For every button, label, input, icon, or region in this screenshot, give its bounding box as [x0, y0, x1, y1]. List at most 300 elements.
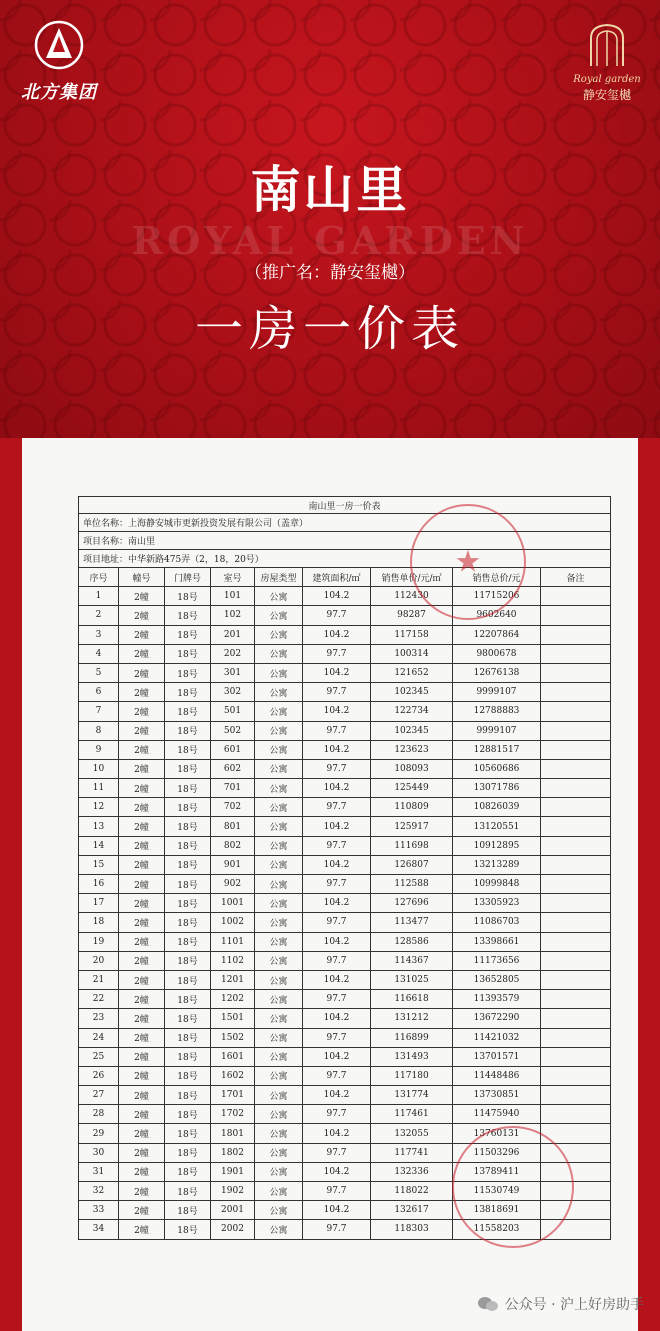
- wechat-icon: [477, 1296, 499, 1312]
- table-cell: 7: [79, 702, 119, 721]
- column-header: 序号: [79, 568, 119, 587]
- table-cell: 2幢: [119, 817, 165, 836]
- table-cell: 2幢: [119, 1028, 165, 1047]
- table-cell: 24: [79, 1028, 119, 1047]
- table-cell: 2幢: [119, 1220, 165, 1239]
- table-cell: 97.7: [303, 951, 371, 970]
- table-row: [79, 1009, 611, 1028]
- column-header: 门牌号: [165, 568, 211, 587]
- table-cell: [541, 932, 611, 951]
- table-cell: 97.7: [303, 644, 371, 663]
- table-cell: 公寓: [255, 683, 303, 702]
- table-cell: 301: [211, 663, 255, 682]
- table-cell: 17: [79, 894, 119, 913]
- table-cell: 104.2: [303, 1009, 371, 1028]
- project-name: 项目名称：南山里: [79, 532, 611, 550]
- table-cell: 11173656: [453, 951, 541, 970]
- column-header: 幢号: [119, 568, 165, 587]
- table-cell: 6: [79, 683, 119, 702]
- table-row: [79, 1143, 611, 1162]
- hero-banner: [0, 0, 660, 438]
- table-cell: 15: [79, 855, 119, 874]
- table-cell: 2幢: [119, 1066, 165, 1085]
- table-cell: 118303: [371, 1220, 453, 1239]
- table-cell: 公寓: [255, 1182, 303, 1201]
- table-cell: 18号: [165, 644, 211, 663]
- table-cell: 122734: [371, 702, 453, 721]
- table-cell: 2幢: [119, 683, 165, 702]
- unit-name: 单位名称：上海静安城市更新投资发展有限公司（盖章）: [79, 514, 611, 532]
- table-cell: 111698: [371, 836, 453, 855]
- table-cell: 12207864: [453, 625, 541, 644]
- table-cell: 18号: [165, 1105, 211, 1124]
- table-row: [79, 951, 611, 970]
- table-cell: 97.7: [303, 875, 371, 894]
- table-cell: 9800678: [453, 644, 541, 663]
- table-cell: 公寓: [255, 990, 303, 1009]
- table-row: [79, 1162, 611, 1181]
- table-cell: 18号: [165, 1086, 211, 1105]
- table-row: [79, 798, 611, 817]
- footer-text: 公众号 · 沪上好房助手: [504, 1297, 644, 1313]
- table-cell: 2幢: [119, 1047, 165, 1066]
- table-cell: 2幢: [119, 759, 165, 778]
- table-cell: 97.7: [303, 990, 371, 1009]
- table-cell: 102345: [371, 721, 453, 740]
- table-cell: [541, 1105, 611, 1124]
- table-cell: 18号: [165, 1220, 211, 1239]
- table-cell: 公寓: [255, 606, 303, 625]
- table-cell: [541, 683, 611, 702]
- table-cell: 公寓: [255, 721, 303, 740]
- column-header: 室号: [211, 568, 255, 587]
- table-cell: 13789411: [453, 1162, 541, 1181]
- table-row: [79, 606, 611, 625]
- table-cell: 602: [211, 759, 255, 778]
- table-cell: 10826039: [453, 798, 541, 817]
- table-cell: 18号: [165, 1201, 211, 1220]
- table-cell: 97.7: [303, 1105, 371, 1124]
- table-cell: 98287: [371, 606, 453, 625]
- column-header: 备注: [541, 568, 611, 587]
- table-cell: [541, 1124, 611, 1143]
- table-cell: 公寓: [255, 1201, 303, 1220]
- table-row: [79, 1066, 611, 1085]
- table-cell: 18号: [165, 1066, 211, 1085]
- table-cell: 公寓: [255, 817, 303, 836]
- table-cell: 2幢: [119, 1009, 165, 1028]
- column-header: 销售单价/元/㎡: [371, 568, 453, 587]
- table-cell: 125449: [371, 779, 453, 798]
- table-cell: 116899: [371, 1028, 453, 1047]
- table-cell: 18号: [165, 1047, 211, 1066]
- table-cell: 10560686: [453, 759, 541, 778]
- table-cell: 1502: [211, 1028, 255, 1047]
- table-cell: 132055: [371, 1124, 453, 1143]
- table-cell: 102345: [371, 683, 453, 702]
- table-cell: 202: [211, 644, 255, 663]
- table-row: [79, 894, 611, 913]
- table-cell: [541, 798, 611, 817]
- table-cell: 2幢: [119, 702, 165, 721]
- table-cell: 11393579: [453, 990, 541, 1009]
- table-cell: 公寓: [255, 740, 303, 759]
- table-cell: 公寓: [255, 1220, 303, 1239]
- table-cell: 29: [79, 1124, 119, 1143]
- table-cell: [541, 894, 611, 913]
- table-cell: 18号: [165, 951, 211, 970]
- table-cell: 2幢: [119, 1143, 165, 1162]
- table-cell: 108093: [371, 759, 453, 778]
- table-cell: 13398661: [453, 932, 541, 951]
- table-cell: 18号: [165, 1182, 211, 1201]
- table-cell: 116618: [371, 990, 453, 1009]
- table-row: [79, 663, 611, 682]
- table-row: [79, 836, 611, 855]
- table-cell: 22: [79, 990, 119, 1009]
- table-cell: 13: [79, 817, 119, 836]
- table-cell: 18号: [165, 683, 211, 702]
- table-cell: 117158: [371, 625, 453, 644]
- table-cell: 4: [79, 644, 119, 663]
- table-cell: [541, 721, 611, 740]
- table-cell: 104.2: [303, 702, 371, 721]
- table-cell: 27: [79, 1086, 119, 1105]
- table-cell: 公寓: [255, 1162, 303, 1181]
- column-header: 销售总价/元: [453, 568, 541, 587]
- footer-source: [477, 1294, 644, 1314]
- table-cell: 302: [211, 683, 255, 702]
- table-cell: 1101: [211, 932, 255, 951]
- table-cell: 18号: [165, 740, 211, 759]
- table-cell: [541, 702, 611, 721]
- table-cell: 1902: [211, 1182, 255, 1201]
- table-cell: 97.7: [303, 1182, 371, 1201]
- table-cell: 132617: [371, 1201, 453, 1220]
- table-cell: [541, 606, 611, 625]
- table-cell: 128586: [371, 932, 453, 951]
- table-cell: 18号: [165, 606, 211, 625]
- table-cell: 2幢: [119, 663, 165, 682]
- table-cell: [541, 663, 611, 682]
- table-cell: 18号: [165, 587, 211, 606]
- table-cell: 28: [79, 1105, 119, 1124]
- table-cell: [541, 1201, 611, 1220]
- table-cell: 18号: [165, 1009, 211, 1028]
- table-cell: 123623: [371, 740, 453, 759]
- table-cell: 12: [79, 798, 119, 817]
- table-cell: 公寓: [255, 644, 303, 663]
- table-cell: [541, 817, 611, 836]
- table-cell: 110809: [371, 798, 453, 817]
- table-cell: 2幢: [119, 990, 165, 1009]
- table-row: [79, 702, 611, 721]
- table-row: [79, 990, 611, 1009]
- table-cell: 25: [79, 1047, 119, 1066]
- table-cell: 702: [211, 798, 255, 817]
- table-cell: 14: [79, 836, 119, 855]
- table-cell: 2幢: [119, 951, 165, 970]
- table-row: [79, 932, 611, 951]
- table-cell: 18号: [165, 1124, 211, 1143]
- table-cell: 18号: [165, 990, 211, 1009]
- table-cell: 2幢: [119, 587, 165, 606]
- table-cell: 公寓: [255, 759, 303, 778]
- table-cell: 125917: [371, 817, 453, 836]
- table-cell: 97.7: [303, 1066, 371, 1085]
- table-cell: 11: [79, 779, 119, 798]
- table-row: [79, 740, 611, 759]
- table-cell: 11530749: [453, 1182, 541, 1201]
- table-cell: 23: [79, 1009, 119, 1028]
- table-cell: 100314: [371, 644, 453, 663]
- table-cell: 18号: [165, 836, 211, 855]
- table-cell: 131774: [371, 1086, 453, 1105]
- table-cell: 104.2: [303, 1086, 371, 1105]
- table-cell: 18号: [165, 625, 211, 644]
- table-cell: [541, 644, 611, 663]
- table-cell: 2幢: [119, 932, 165, 951]
- table-cell: [541, 1182, 611, 1201]
- table-cell: 97.7: [303, 759, 371, 778]
- brand-logo-right: [572, 22, 642, 103]
- table-cell: 1702: [211, 1105, 255, 1124]
- table-cell: 117180: [371, 1066, 453, 1085]
- table-cell: 1802: [211, 1143, 255, 1162]
- table-cell: [541, 1220, 611, 1239]
- table-cell: 97.7: [303, 1028, 371, 1047]
- table-cell: 1602: [211, 1066, 255, 1085]
- table-cell: 18号: [165, 702, 211, 721]
- table-cell: 21: [79, 970, 119, 989]
- table-cell: 104.2: [303, 663, 371, 682]
- table-cell: [541, 759, 611, 778]
- table-cell: 13818691: [453, 1201, 541, 1220]
- table-cell: 13701571: [453, 1047, 541, 1066]
- table-cell: [541, 1047, 611, 1066]
- table-cell: 公寓: [255, 798, 303, 817]
- table-cell: 18号: [165, 913, 211, 932]
- table-cell: 104.2: [303, 970, 371, 989]
- table-cell: 104.2: [303, 1047, 371, 1066]
- table-cell: 2幢: [119, 721, 165, 740]
- table-cell: 12881517: [453, 740, 541, 759]
- table-cell: 131025: [371, 970, 453, 989]
- column-header: 建筑面积/㎡: [303, 568, 371, 587]
- table-cell: 502: [211, 721, 255, 740]
- brand-name-left: 北方集团: [21, 82, 97, 103]
- table-cell: 127696: [371, 894, 453, 913]
- table-cell: 113477: [371, 913, 453, 932]
- table-cell: 117461: [371, 1105, 453, 1124]
- table-cell: 104.2: [303, 625, 371, 644]
- table-cell: 601: [211, 740, 255, 759]
- table-cell: 9: [79, 740, 119, 759]
- document-frame: [78, 496, 610, 1240]
- table-cell: [541, 740, 611, 759]
- table-cell: 公寓: [255, 875, 303, 894]
- table-cell: 97.7: [303, 721, 371, 740]
- table-cell: 112588: [371, 875, 453, 894]
- table-cell: 13652805: [453, 970, 541, 989]
- project-title: 南山里: [250, 160, 410, 219]
- table-cell: 18号: [165, 1162, 211, 1181]
- table-row: [79, 1182, 611, 1201]
- table-cell: 11475940: [453, 1105, 541, 1124]
- table-cell: 2幢: [119, 875, 165, 894]
- table-cell: 公寓: [255, 913, 303, 932]
- project-address: 项目地址：中华新路475弄（2，18，20号）: [79, 550, 611, 568]
- table-cell: 26: [79, 1066, 119, 1085]
- table-cell: 2幢: [119, 836, 165, 855]
- gate-emblem-icon: [585, 22, 629, 68]
- table-cell: 18号: [165, 1028, 211, 1047]
- seal-star-icon: ★: [454, 544, 482, 580]
- table-cell: 101: [211, 587, 255, 606]
- table-cell: 13071786: [453, 779, 541, 798]
- table-cell: 18: [79, 913, 119, 932]
- table-cell: 12788883: [453, 702, 541, 721]
- table-cell: 13672290: [453, 1009, 541, 1028]
- table-cell: 公寓: [255, 1009, 303, 1028]
- table-row: [79, 1047, 611, 1066]
- table-row: [79, 1201, 611, 1220]
- table-cell: 10912895: [453, 836, 541, 855]
- table-cell: 2001: [211, 1201, 255, 1220]
- table-cell: 12676138: [453, 663, 541, 682]
- table-body: [79, 587, 611, 1239]
- table-cell: 802: [211, 836, 255, 855]
- table-row: [79, 913, 611, 932]
- table-cell: 18号: [165, 970, 211, 989]
- table-row: [79, 587, 611, 606]
- table-cell: [541, 951, 611, 970]
- table-cell: 97.7: [303, 798, 371, 817]
- table-cell: 11558203: [453, 1220, 541, 1239]
- table-cell: 公寓: [255, 1086, 303, 1105]
- table-row: [79, 1086, 611, 1105]
- table-cell: 8: [79, 721, 119, 740]
- table-cell: 2幢: [119, 1162, 165, 1181]
- table-cell: 18号: [165, 721, 211, 740]
- table-cell: 18号: [165, 1143, 211, 1162]
- table-row: [79, 644, 611, 663]
- table-cell: [541, 1009, 611, 1028]
- table-cell: 2幢: [119, 740, 165, 759]
- table-row: [79, 1028, 611, 1047]
- price-list-subtitle: 一房一价表: [194, 301, 465, 357]
- table-row: [79, 855, 611, 874]
- table-cell: 公寓: [255, 1028, 303, 1047]
- table-cell: 公寓: [255, 970, 303, 989]
- table-row: [79, 817, 611, 836]
- table-cell: 公寓: [255, 587, 303, 606]
- table-row: [79, 721, 611, 740]
- table-cell: 104.2: [303, 894, 371, 913]
- table-cell: 公寓: [255, 855, 303, 874]
- table-cell: 13120551: [453, 817, 541, 836]
- price-table: [78, 496, 611, 1240]
- table-header-row: [79, 568, 611, 587]
- table-cell: 1002: [211, 913, 255, 932]
- table-cell: 18号: [165, 894, 211, 913]
- table-cell: [541, 990, 611, 1009]
- table-cell: 10999848: [453, 875, 541, 894]
- table-cell: [541, 1143, 611, 1162]
- table-cell: [541, 779, 611, 798]
- table-cell: 104.2: [303, 779, 371, 798]
- document-title: 南山里一房一价表: [79, 497, 611, 514]
- table-row: [79, 759, 611, 778]
- table-cell: 13213289: [453, 855, 541, 874]
- table-cell: 公寓: [255, 836, 303, 855]
- table-cell: 2幢: [119, 1182, 165, 1201]
- table-cell: 97.7: [303, 913, 371, 932]
- table-cell: 2幢: [119, 779, 165, 798]
- table-row: [79, 875, 611, 894]
- table-cell: 13305923: [453, 894, 541, 913]
- table-cell: 1202: [211, 990, 255, 1009]
- table-cell: 3: [79, 625, 119, 644]
- table-cell: [541, 913, 611, 932]
- table-cell: 11421032: [453, 1028, 541, 1047]
- table-cell: 104.2: [303, 1162, 371, 1181]
- table-cell: 20: [79, 951, 119, 970]
- table-cell: 34: [79, 1220, 119, 1239]
- table-cell: 121652: [371, 663, 453, 682]
- table-row: [79, 779, 611, 798]
- table-cell: 97.7: [303, 606, 371, 625]
- table-cell: 32: [79, 1182, 119, 1201]
- table-cell: 5: [79, 663, 119, 682]
- table-cell: 97.7: [303, 1220, 371, 1239]
- table-cell: 9999107: [453, 683, 541, 702]
- table-cell: 104.2: [303, 1201, 371, 1220]
- table-cell: 13730851: [453, 1086, 541, 1105]
- table-cell: 131212: [371, 1009, 453, 1028]
- table-row: [79, 1124, 611, 1143]
- table-cell: 11715206: [453, 587, 541, 606]
- table-cell: [541, 587, 611, 606]
- table-cell: 18号: [165, 663, 211, 682]
- table-cell: 公寓: [255, 1047, 303, 1066]
- table-cell: 104.2: [303, 587, 371, 606]
- table-cell: 11448486: [453, 1066, 541, 1085]
- column-header: 房屋类型: [255, 568, 303, 587]
- table-cell: 公寓: [255, 951, 303, 970]
- table-cell: 2幢: [119, 1124, 165, 1143]
- table-cell: [541, 970, 611, 989]
- price-document: [22, 438, 638, 1331]
- table-cell: 132336: [371, 1162, 453, 1181]
- table-cell: [541, 1086, 611, 1105]
- table-cell: 1: [79, 587, 119, 606]
- table-cell: 2幢: [119, 1086, 165, 1105]
- table-cell: 10: [79, 759, 119, 778]
- table-cell: [541, 1028, 611, 1047]
- table-cell: 1901: [211, 1162, 255, 1181]
- table-cell: 公寓: [255, 1105, 303, 1124]
- table-cell: 公寓: [255, 932, 303, 951]
- table-cell: 18号: [165, 817, 211, 836]
- table-cell: 公寓: [255, 779, 303, 798]
- table-cell: 公寓: [255, 1066, 303, 1085]
- table-cell: [541, 625, 611, 644]
- table-cell: 102: [211, 606, 255, 625]
- table-cell: 801: [211, 817, 255, 836]
- table-cell: 2幢: [119, 913, 165, 932]
- table-cell: 1501: [211, 1009, 255, 1028]
